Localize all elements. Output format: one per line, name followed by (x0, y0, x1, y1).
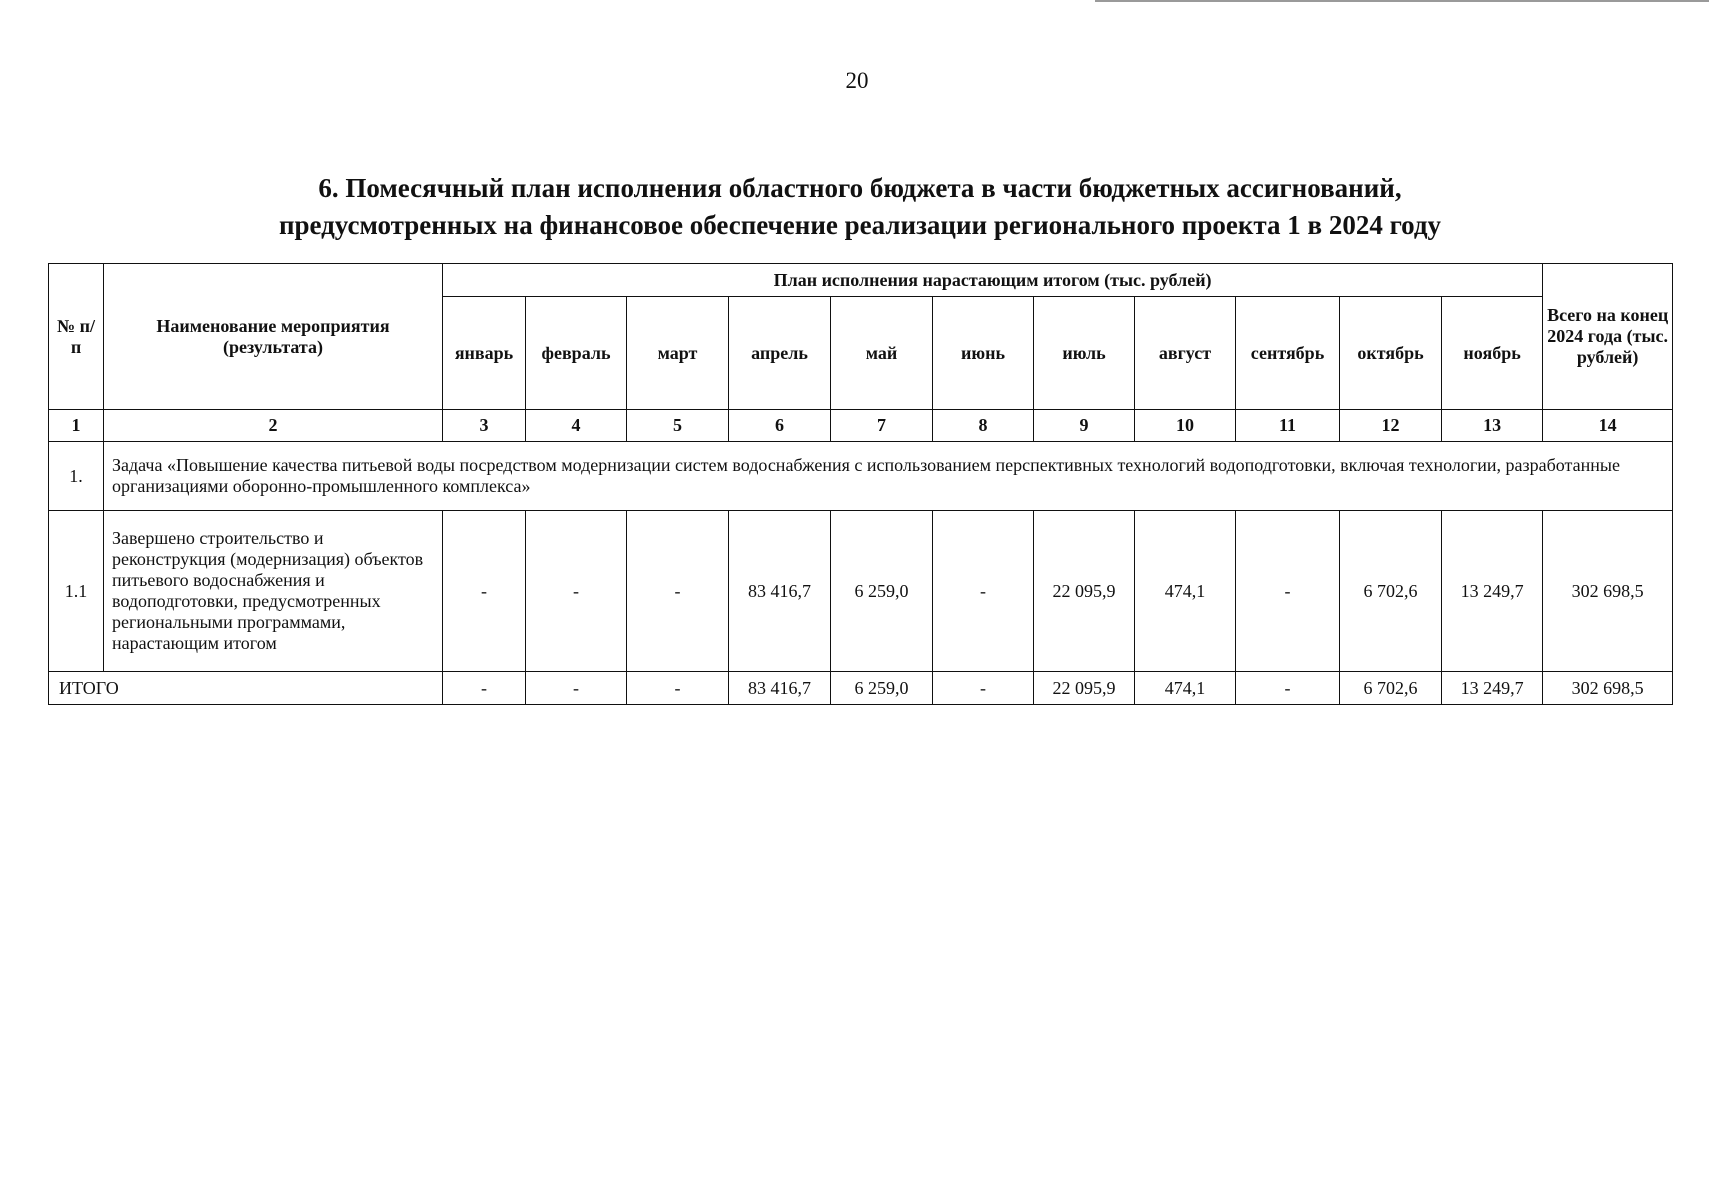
header-month: сентябрь (1236, 297, 1340, 410)
column-number: 5 (627, 410, 729, 442)
header-month: август (1135, 297, 1236, 410)
task-num: 1. (49, 442, 104, 511)
column-number: 14 (1543, 410, 1673, 442)
document-title (60, 170, 1660, 244)
item-value: 22 095,9 (1034, 511, 1135, 672)
header-month: апрель (729, 297, 831, 410)
item-value: - (933, 511, 1034, 672)
item-value: 6 702,6 (1340, 511, 1442, 672)
header-month: январь (443, 297, 526, 410)
header-month: март (627, 297, 729, 410)
total-value: - (1236, 672, 1340, 705)
item-value: 474,1 (1135, 511, 1236, 672)
header-month: октябрь (1340, 297, 1442, 410)
item-total: 302 698,5 (1543, 511, 1673, 672)
item-name: Завершено строительство и реконструкция (модернизация) объектов питьевого водоснабжения и водоподготовки, предусмотренных региональными программами, нарастающим итогом (104, 511, 443, 672)
item-value: - (526, 511, 627, 672)
header-month: февраль (526, 297, 627, 410)
total-grand: 302 698,5 (1543, 672, 1673, 705)
total-label: ИТОГО (49, 672, 443, 705)
page-number: 20 (845, 68, 869, 93)
column-number: 4 (526, 410, 627, 442)
column-number: 13 (1442, 410, 1543, 442)
column-number: 1 (49, 410, 104, 442)
header-month: июнь (933, 297, 1034, 410)
total-row (49, 672, 1673, 705)
header-num: № п/п (49, 264, 104, 410)
total-value: 13 249,7 (1442, 672, 1543, 705)
item-num: 1.1 (49, 511, 104, 672)
column-number: 12 (1340, 410, 1442, 442)
column-number: 3 (443, 410, 526, 442)
task-row (49, 442, 1673, 511)
title-line-1: 6. Помесячный план исполнения областного бюджета в части бюджетных ассигнований, (318, 173, 1402, 203)
column-number: 7 (831, 410, 933, 442)
title-line-2: предусмотренных на финансовое обеспечение реализации регионального проекта 1 в 2024 году (278, 210, 1442, 240)
header-name: Наименование мероприятия (результата) (104, 264, 443, 410)
column-number: 8 (933, 410, 1034, 442)
total-value: - (526, 672, 627, 705)
total-value: 83 416,7 (729, 672, 831, 705)
header-month: май (831, 297, 933, 410)
total-value: - (627, 672, 729, 705)
column-number: 2 (104, 410, 443, 442)
header-total: Всего на конец 2024 года (тыс. рублей) (1543, 264, 1673, 410)
task-text: Задача «Повышение качества питьевой воды посредством модернизации систем водоснабжения с использованием перспективных технологий водоподготовки, включая технологии, разработанные организациями оборонно-промышленного комплекса» (104, 442, 1673, 511)
item-value: - (1236, 511, 1340, 672)
total-value: - (933, 672, 1034, 705)
total-value: 22 095,9 (1034, 672, 1135, 705)
column-number: 10 (1135, 410, 1236, 442)
item-value: 83 416,7 (729, 511, 831, 672)
header-plan-group: План исполнения нарастающим итогом (тыс. рублей) (443, 264, 1543, 297)
column-number-row (49, 410, 1673, 442)
table-row (49, 511, 1673, 672)
column-number: 11 (1236, 410, 1340, 442)
item-value: 13 249,7 (1442, 511, 1543, 672)
item-value: - (627, 511, 729, 672)
column-number: 9 (1034, 410, 1135, 442)
header-row-1 (49, 264, 1673, 297)
budget-plan-table (48, 263, 1673, 705)
total-value: 474,1 (1135, 672, 1236, 705)
total-value: 6 702,6 (1340, 672, 1442, 705)
column-number: 6 (729, 410, 831, 442)
header-month: ноябрь (1442, 297, 1543, 410)
top-edge-rule (1095, 0, 1709, 2)
header-month: июль (1034, 297, 1135, 410)
total-value: 6 259,0 (831, 672, 933, 705)
item-value: - (443, 511, 526, 672)
total-value: - (443, 672, 526, 705)
item-value: 6 259,0 (831, 511, 933, 672)
